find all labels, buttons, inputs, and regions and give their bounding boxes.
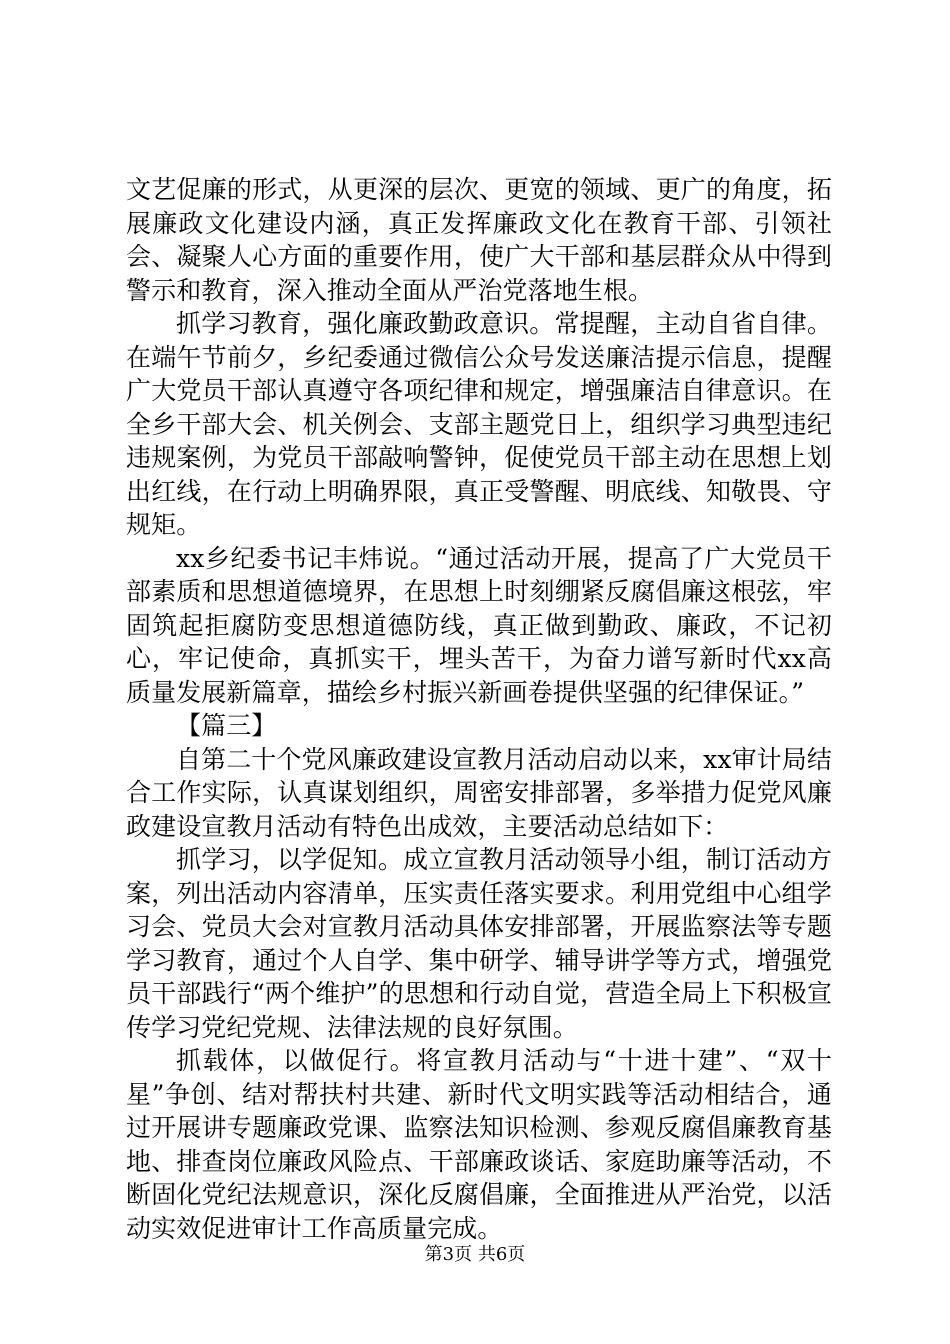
document-body: [126, 173, 832, 1245]
paragraph-intro: 自第二十个党风廉政建设宣教月活动启动以来，xx审计局结合工作实际，认真谋划组织，周密安排部署，多举措力促党风廉政建设宣教月活动有特色出成效，主要活动总结如下：: [126, 744, 832, 841]
paragraph-carrier: 抓载体，以做促行。将宣教月活动与“十进十建”、“双十星”争创、结对帮扶村共建、新时代文明实践等活动相结合，通过开展讲专题廉政党课、监察法知识检测、参观反腐倡廉教育基地、排查岗位廉政风险点、干部廉政谈话、家庭助廉等活动，不断固化党纪法规意识，深化反腐倡廉，全面推进从严治党，以活动实效促进审计工作高质量完成。: [126, 1046, 832, 1243]
paragraph-study: 抓学习，以学促知。成立宣教月活动领导小组，制订活动方案，列出活动内容清单，压实责任落实要求。利用党组中心组学习会、党员大会对宣教月活动具体安排部署，开展监察法等专题学习教育，通过个人自学、集中研学、辅导讲学等方式，增强党员干部践行“两个维护”的思想和行动自觉，营造全局上下积极宣传学习党纪党规、法律法规的良好氛围。: [126, 845, 832, 1042]
paragraph-study-education: 抓学习教育，强化廉政勤政意识。常提醒，主动自省自律。在端午节前夕，乡纪委通过微信公众号发送廉洁提示信息，提醒广大党员干部认真遵守各项纪律和规定，增强廉洁自律意识。在全乡干部大会、机关例会、支部主题党日上，组织学习典型违纪违规案例，为党员干部敲响警钟，促使党员干部主动在思想上划出红线，在行动上明确界限，真正受警醒、明底线、知敬畏、守规矩。: [126, 309, 832, 539]
section-heading: 【篇三】: [176, 711, 277, 740]
page-number: 第3页 共6页: [424, 1244, 526, 1265]
paragraph-secretary-quote: xx乡纪委书记丰炜说。“通过活动开展，提高了广大党员干部素质和思想道德境界，在思想上时刻绷紧反腐倡廉这根弦，牢固筑起拒腐防变思想道德防线，真正做到勤政、廉政，不记初心，牢记使命，真抓实干，埋头苦干，为奋力谱写新时代xx高质量发展新篇章，描绘乡村振兴新画卷提供坚强的纪律保证。”: [126, 543, 832, 707]
paragraph-continued: 文艺促廉的形式，从更深的层次、更宽的领域、更广的角度，拓展廉政文化建设内涵，真正发挥廉政文化在教育干部、引领社会、凝聚人心方面的重要作用，使广大干部和基层群众从中得到警示和教育，深入推动全面从严治党落地生根。: [126, 175, 832, 305]
